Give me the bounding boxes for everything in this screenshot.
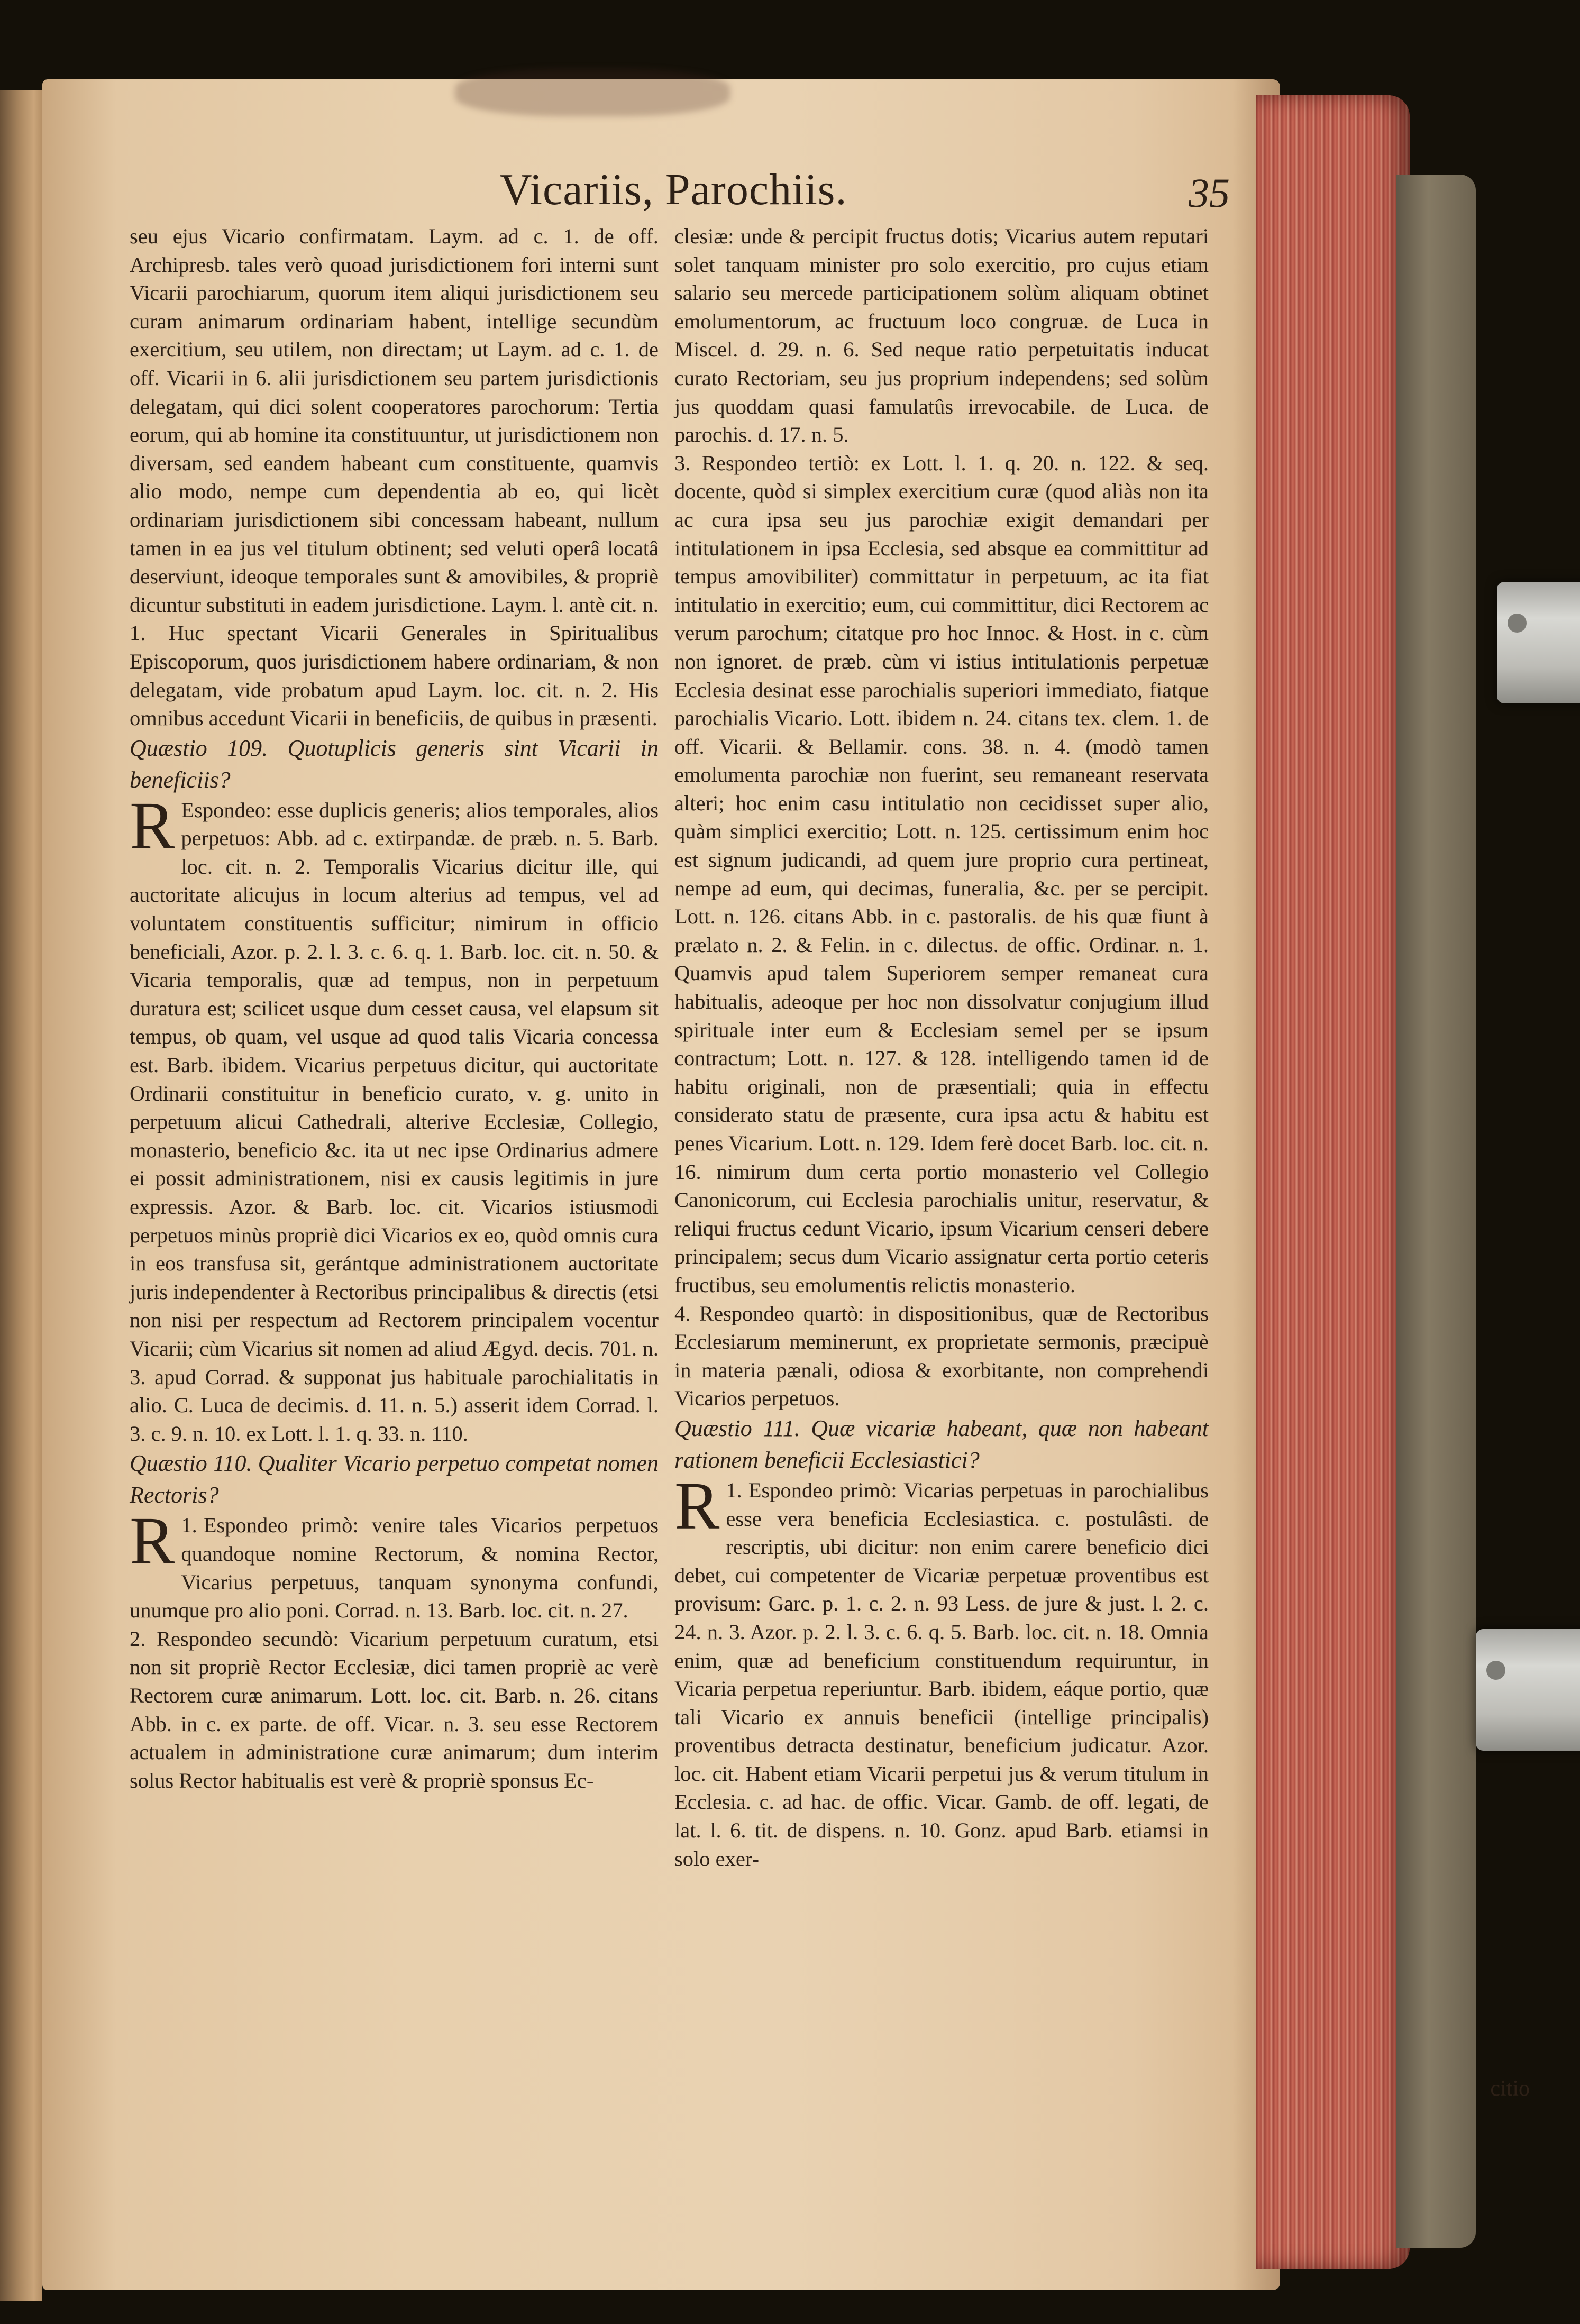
metal-clasp-bottom [1476,1629,1580,1751]
answer-paragraph [674,1468,1209,1873]
red-fore-edge [1256,95,1410,2269]
right-text-column [674,222,1209,1873]
catchword: citio [1490,2076,1530,2101]
question-heading: Quæstio 111. Quæ vicariæ habeant, quæ non habeant rationem beneficii Ecclesiastici? [674,1415,1209,1473]
paragraph-number: 1. [726,1478,742,1502]
paragraph-text: Espondeo primò: venire tales Vicarios perpetuos quandoque nomine Rectorum, & nomina Rector, Vicarius perpetuus, tanquam synonyma confundi, unumque pro alio poni. Corrad. n. 13. Barb. loc. cit. n. 27. [130,1513,659,1623]
body-paragraph: 3. Respondeo tertiò: ex Lott. l. 1. q. 20. n. 122. & seq. docente, quòd si simplex exercitium curæ (quod aliàs non ita ac cura ipsa seu jus parochiæ exigit demandari per intitulationem in ipsa Ecclesia, sed absque ea committitur ad tempus amovibiliter) committatur in perpetuum, ac ita fiat intitulatio in exercitio; eum, cui committitur, dici Rectorem ac verum parochum; citatque pro hoc Innoc. & Host. in c. cùm non ignoret. de præb. cùm vi istius intitulationis perpetuæ Ecclesia desinat esse parochialis superiori immediato, fiatque parochialis Vicario. Lott. ibidem n. 24. citans tex. clem. 1. de off. Vicarii. & Bellamir. cons. 38. n. 4. (modò tamen emolumenta parochiæ non fuerint, seu remaneant reservata alteri; hoc enim casu intitulatio non cecidisset super alio, quàm simplici exercitio; Lott. n. 125. certissimum enim hoc est signum judicandi, ad quem jure proprio cura pertineat, nempe ad eum, qui decimas, funeralia, &c. per se percipit. Lott. n. 126. citans Abb. in c. pastoralis. de his quæ fiunt à prælato n. 2. & Felin. in c. dilectus. de offic. Ordinar. n. 1. Quamvis apud talem Superiorem semper remaneat cura habitualis, adeoque per hoc non dissolvatur conjugium illud spirituale inter eum & Ecclesiam semel per se ipsum contractum; Lott. n. 127. & 128. intelligendo tamen id de habitu originali, non de præsentiali; quia in effectu considerato statu de præsente, cura ipsa actu & habitu est penes Vicarium. Lott. n. 129. Idem ferè docet Barb. loc. cit. n. 16. nimirum dum certa portio monasterio vel Collegio Canonicorum, cui Ecclesia parochialis unitur, reservatur, & reliqui fructus cedunt Vicario, ipsum Vicarium censeri debere principalem; secus dum Vicario assignatur certa portio ceteris fructibus, seu emolumentis relictis monasterio. [674,451,1209,1297]
body-paragraph: seu ejus Vicario confirmatam. Laym. ad c. 1. de off. Archipresb. tales verò quoad jurisdictionem fori interni sunt Vicarii parochiarum, quorum item aliqui jurisdictionem seu curam animarum ordinariam habent, intellige secundùm exercitium, seu utilem, non directam; ut Laym. ad c. 1. de off. Vicarii in 6. alii jurisdictionem seu partem jurisdictionis delegatam, qui dici solent cooperatores parochorum: Tertia eorum, qui ab homine ita constituuntur, ut jurisdictionem non diversam, sed eandem habeant cum constituente, quamvis alio modo, nempe cum dependentia ab eo, qui licèt ordinariam jurisdictionem sibi concessam habeant, nullum tamen in ea jus vel titulum obtinent; sed veluti operâ locatâ deserviunt, ideoque temporales sunt & amovibiles, & propriè dicuntur substituti in eadem jurisdictione. Laym. l. antè cit. n. 1. Huc spectant Vicarii Generales in Spiritualibus Episcoporum, quos jurisdictionem habere ordinariam, & non delegatam, vide probatum apud Laym. loc. cit. n. 2. His omnibus accedunt Vicarii in beneficiis, de quibus in præsenti. [130,224,659,730]
running-title: Vicariis, Parochiis. [500,165,847,214]
page-header [500,164,1230,227]
paragraph-text: Espondeo: esse duplicis generis; alios temporales, alios perpetuos: Abb. ad c. extirpandæ. de præb. n. 5. Barb. loc. cit. n. 2. Temporalis Vicarius dicitur ille, qui auctoritate alicujus in locum alterius ad tempus, vel ad voluntatem constituentis sufficitur; nimirum in officio beneficiali, Azor. p. 2. l. 3. c. 6. q. 1. Barb. loc. cit. n. 50. & Vicaria temporalis, quæ ad tempus, non in perpetuum duratura est; scilicet usque dum cesset causa, vel elapsum sit tempus, ob quam, vel usque ad quod talis Vicaria concessa est. Barb. ibidem. Vicarius perpetuus dicitur, qui auctoritate Ordinarii constituitur in beneficio curato, v. g. unito in perpetuum alicui Cathedrali, alterive Ecclesiæ, Collegio, monasterio, beneficio &c. ita ut nec ipse Ordinarius admere ei possit administrationem, nisi ex causis legitimis in jure expressis. Azor. & Barb. loc. cit. Vicarios istiusmodi perpetuos minùs propriè dici Vicarios ex eo, quòd omnis cura in eos transfusa sit, gerántque administrationem auctoritate juris independenter à Rectoribus principalibus & directis (etsi non nisi per respectum ad Rectorem principalem vocentur Vicarii; cùm Vicarius sit nomen ad aliud Ægyd. decis. 701. n. 3. apud Corrad. & supponat jus habituale parochialitatis in alio. C. Luca de decimis. d. 11. n. 5.) asserit idem Corrad. l. 3. c. 9. n. 10. ex Lott. l. 1. q. 33. n. 110. [130,798,659,1445]
metal-clasp-top [1497,582,1580,703]
answer-paragraph [130,788,659,1448]
question-heading: Quæstio 110. Qualiter Vicario perpetuo competat nomen Rectoris? [130,1450,659,1508]
book-cover [1396,175,1476,2248]
left-text-column [130,222,659,1795]
body-paragraph: 2. Respondeo secundò: Vicarium perpetuum curatum, etsi non sit propriè Rector Ecclesiæ, dici tamen propriè ac verè Rectorem curæ animarum. Lott. loc. cit. Barb. n. 26. citans Abb. in c. ex parte. de off. Vicar. n. 3. seu esse Rectorem actualem in administratione curæ animarum; dum interim solus Rector habitualis est verè & propriè sponsus Ec- [130,1626,659,1792]
drop-cap-initial: R [130,1503,175,1579]
paragraph-number: 1. [181,1513,197,1538]
question-heading: Quæstio 109. Quotuplicis generis sint Vicarii in beneficiis? [130,735,659,793]
body-paragraph: clesiæ: unde & percipit fructus dotis; Vicarius autem reputari solet tanquam minister pro solo exercitio, pro cujus etiam salario seu mercede participationem solùm aliquam obtinet emolumentorum, ac fructuum loco congruæ. de Luca in Miscel. d. 29. n. 6. Sed neque ratio perpetuitatis inducat curato Rectoriam, seu jus proprium independens; sed solùm jus quoddam quasi famulatûs irrevocabile. de Luca. de parochis. d. 17. n. 5. [674,224,1209,447]
drop-cap-initial: R [674,1468,720,1543]
left-page-edge [0,90,42,2301]
body-paragraph: 4. Respondeo quartò: in dispositionibus, quæ de Rectoribus Ecclesiarum meminerunt, ex proprietate sermonis, præcipuè in materia pænali, odiosa & exorbitante, non comprehendi Vicarios perpetuos. [674,1301,1209,1411]
drop-cap-initial: R [130,788,175,863]
page-number: 35 [1189,170,1230,216]
answer-paragraph [130,1503,659,1624]
page-stain [455,69,730,116]
paragraph-text: Espondeo primò: Vicarias perpetuas in parochialibus esse vera beneficia Ecclesiastica. c. postulâsti. de rescriptis, ubi dicitur: non enim carere beneficio dici debet, cui competenter de Vicariæ perpetuæ proventibus est provisum: Garc. p. 1. c. 2. n. 93 Less. de jure & just. l. 2. c. 24. n. 3. Azor. p. 2. l. 3. c. 6. q. 5. Barb. loc. cit. n. 18. Omnia enim, quæ ad beneficium constituendum requiruntur, in Vicaria perpetua reperiuntur. Barb. ibidem, eáque portio, quæ tali Vicario ex annuis beneficii (intellige principalis) proventibus detracta destinatur, beneficium judicatur. Azor. loc. cit. Habent etiam Vicarii perpetui jus & verum titulum in Ecclesia. c. ad hac. de offic. Vicar. Gamb. de off. legati, de lat. l. 6. tit. de dispens. n. 10. Gonz. apud Barb. etiamsi in solo exer- [674,1478,1209,1871]
